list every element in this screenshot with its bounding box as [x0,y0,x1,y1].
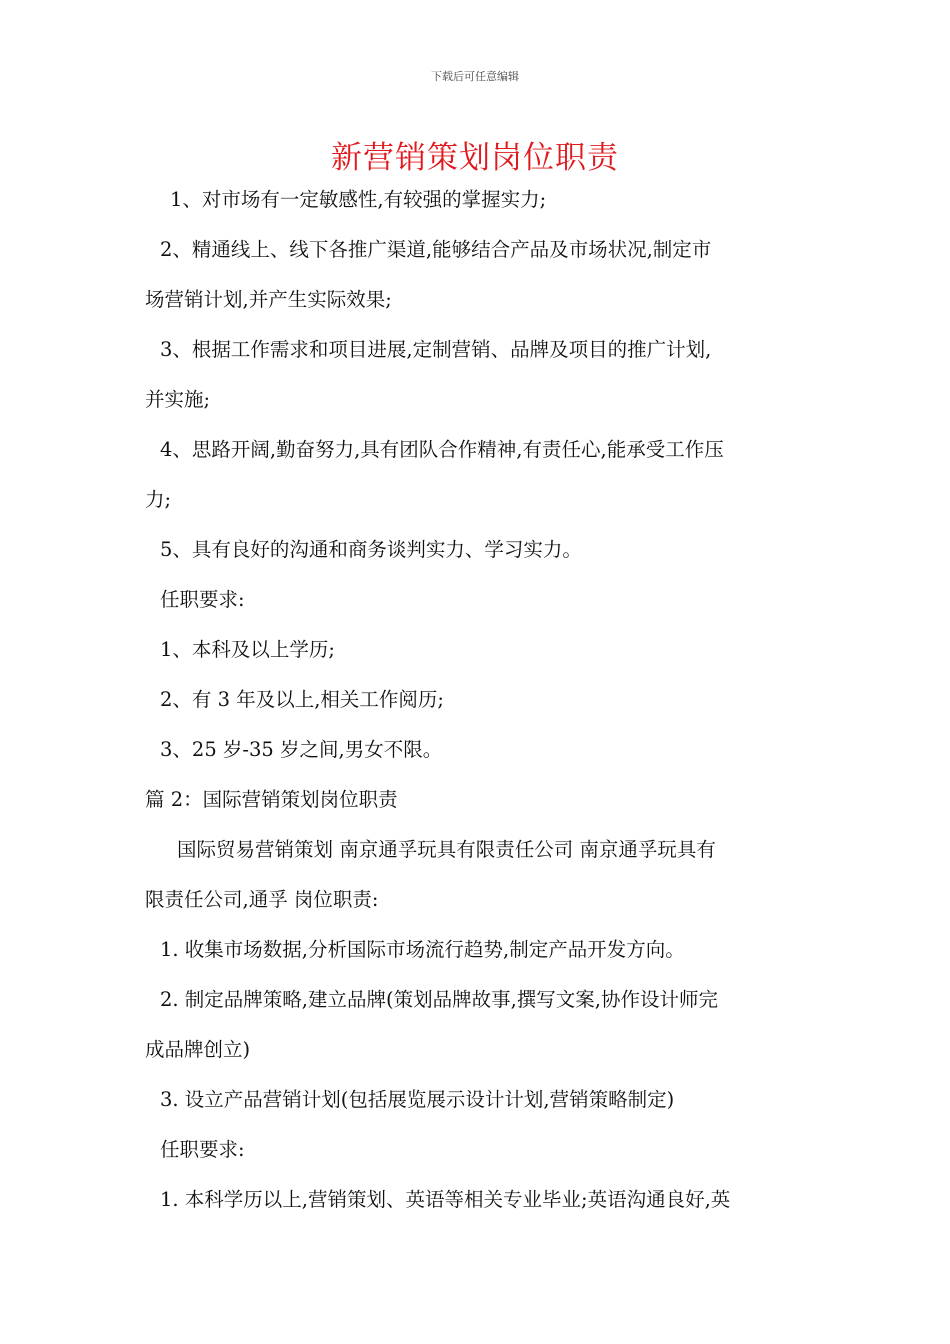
section-heading: 篇 2：国际营销策划岗位职责 [145,788,398,811]
paragraph-line: 国际贸易营销策划 南京通孚玩具有限责任公司 南京通孚玩具有 [177,838,716,861]
paragraph-line: 2. 制定品牌策略,建立品牌(策划品牌故事,撰写文案,协作设计师完 [160,988,719,1011]
paragraph-line: 并实施; [145,388,211,411]
paragraph-line: 场营销计划,并产生实际效果; [145,288,392,311]
paragraph-line: 1. 本科学历以上,营销策划、英语等相关专业毕业;英语沟通良好,英 [160,1188,731,1211]
paragraph-line: 3、25 岁-35 岁之间,男女不限。 [160,738,443,761]
paragraph-line: 力; [145,488,172,511]
paragraph-line: 2、精通线上、线下各推广渠道,能够结合产品及市场状况,制定市 [160,238,712,261]
section-heading: 任职要求: [160,588,245,611]
paragraph-line: 2、有 3 年及以上,相关工作阅历; [160,688,444,711]
paragraph-line: 1. 收集市场数据,分析国际市场流行趋势,制定产品开发方向。 [160,938,685,961]
paragraph-line: 1、对市场有一定敏感性,有较强的掌握实力; [170,188,547,211]
page-header-note: 下载后可任意编辑 [431,70,519,83]
paragraph-line: 5、具有良好的沟通和商务谈判实力、学习实力。 [160,538,582,561]
paragraph-line: 1、本科及以上学历; [160,638,335,661]
paragraph-line: 3. 设立产品营销计划(包括展览展示设计计划,营销策略制定) [160,1088,675,1111]
section-heading: 任职要求: [160,1138,245,1161]
paragraph-line: 限责任公司,通孚 岗位职责: [145,888,379,911]
paragraph-line: 3、根据工作需求和项目进展,定制营销、品牌及项目的推广计划, [160,338,712,361]
paragraph-line: 4、思路开阔,勤奋努力,具有团队合作精神,有责任心,能承受工作压 [160,438,724,461]
document-title: 新营销策划岗位职责 [331,140,619,176]
paragraph-line: 成品牌创立) [145,1038,251,1061]
